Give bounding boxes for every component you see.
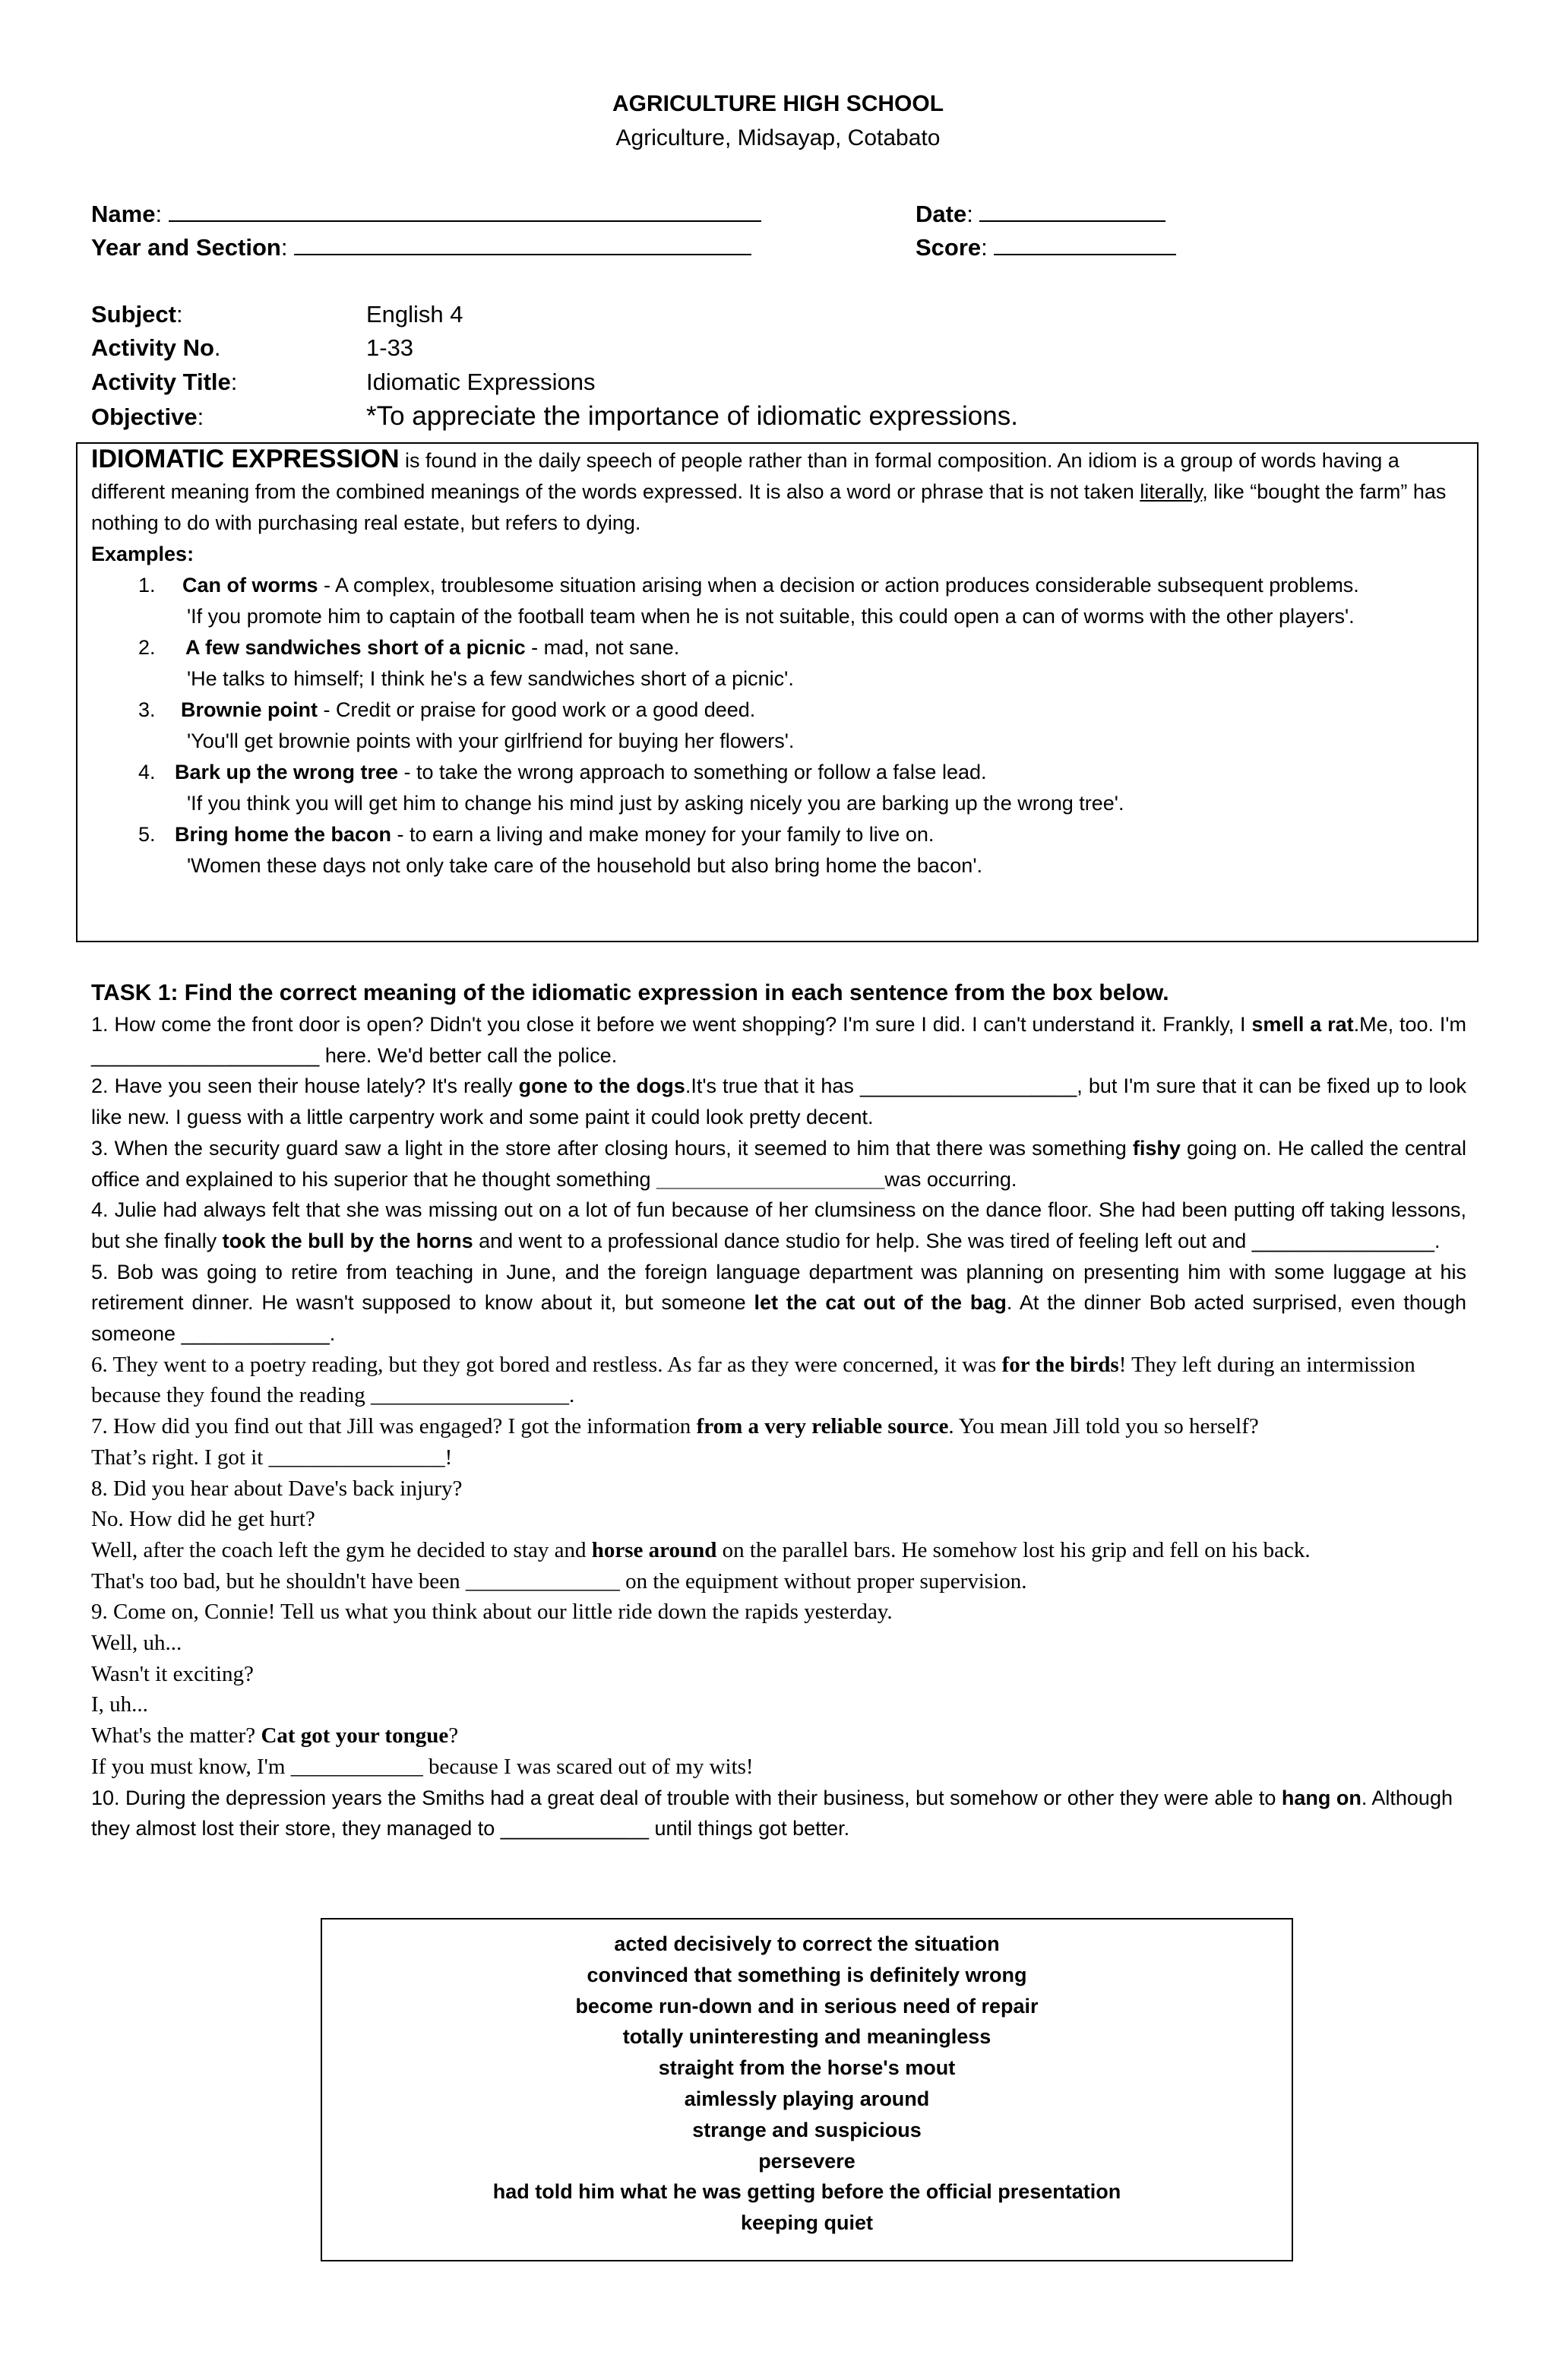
example-item: 4. Bark up the wrong tree - to take the wrong approach to something or follow a false lead. 'If you think you will get him to change his mind just by asking nicely you are barking up the wrong tree'.	[138, 761, 1124, 815]
answer-choice: become run-down and in serious need of repair	[575, 1994, 1039, 2018]
answer-choice: straight from the horse's mout	[658, 2056, 956, 2080]
answer-choice: persevere	[758, 2149, 855, 2173]
question-2: 2. Have you seen their house lately? It's really gone to the dogs.It's true that it has ___________________, but I'm sure that it can be fixed up to look like new. I guess with a little carpentry work and some paint it could look pretty decent.	[91, 1074, 1466, 1129]
answer-choice: keeping quiet	[740, 2211, 874, 2235]
answer-choices-box	[321, 1918, 1293, 2261]
answer-choice: had told him what he was getting before the official presentation	[492, 2180, 1121, 2204]
question-5: 5. Bob was going to retire from teaching in June, and the foreign language department was planning on presenting him with some luggage at his retirement dinner. He wasn't supposed to know about it, but someone let the cat out of the bag. At the dinner Bob acted surprised, even though someone _____________.	[91, 1260, 1466, 1346]
section-field: Year and Section:	[91, 233, 751, 261]
idiom-definition-box	[76, 442, 1479, 942]
question-7: 7. How did you find out that Jill was engaged? I got the information from a very reliable source. You mean Jill told you so herself?	[91, 1414, 1259, 1439]
question-9-line-2: Well, uh...	[91, 1631, 182, 1656]
answer-choice: strange and suspicious	[692, 2118, 922, 2141]
example-item: 5. Bring home the bacon - to earn a living and make money for your family to live on. 'Women these days not only take care of the household but also bring home the bacon'.	[138, 823, 982, 877]
question-8-line-3: Well, after the coach left the gym he decided to stay and horse around on the parallel bars. He somehow lost his grip and fell on his back.	[91, 1537, 1311, 1562]
question-6: 6. They went to a poetry reading, but they got bored and restless. As far as they were concerned, it was for the birds! They left during an intermission because they found the reading __________________.	[91, 1352, 1415, 1408]
answer-choice: aimlessly playing around	[684, 2087, 930, 2110]
answer-choice: acted decisively to correct the situation	[614, 1932, 1000, 1955]
date-line[interactable]	[979, 199, 1165, 222]
score-line[interactable]	[994, 233, 1176, 255]
section-line[interactable]	[294, 233, 751, 255]
question-9-line-4: I, uh...	[91, 1692, 148, 1717]
school-name: AGRICULTURE HIGH SCHOOL	[612, 91, 944, 116]
score-field: Score:	[916, 233, 1176, 261]
example-item: 1. Can of worms - A complex, troublesome situation arising when a decision or action produces considerable subsequent problems. 'If you promote him to captain of the football team when he is not suitable, this could open a can of worms with the other players'.	[138, 574, 1359, 628]
objective-row: Objective: *To appreciate the importance of idiomatic expressions.	[91, 401, 1018, 431]
name-line[interactable]	[169, 199, 761, 222]
question-9: 9. Come on, Connie! Tell us what you think about our little ride down the rapids yesterday.	[91, 1600, 893, 1625]
question-3: 3. When the security guard saw a light in the store after closing hours, it seemed to him that there was something fishy going on. He called the central office and explained to his superior that he thought something ____________________was occurring.	[91, 1136, 1466, 1191]
example-item: 2. A few sandwiches short of a picnic - mad, not sane. 'He talks to himself; I think he's a few sandwiches short of a picnic'.	[138, 636, 794, 690]
subject-row: Subject: English 4	[91, 301, 463, 328]
task-heading: TASK 1: Find the correct meaning of the idiomatic expression in each sentence from the box below.	[91, 980, 1169, 1005]
answer-choice: totally uninteresting and meaningless	[622, 2025, 991, 2049]
idiom-definition: IDIOMATIC EXPRESSION is found in the daily speech of people rather than in formal composition. An idiom is a group of words having a different meaning from the combined meanings of the words expressed. It is also a word or phrase that is not taken literally, like “bought the farm” has nothing to do with purchasing real estate, but refers to dying.	[91, 445, 1447, 534]
activity-title-row: Activity Title: Idiomatic Expressions	[91, 369, 596, 395]
question-8: 8. Did you hear about Dave's back injury?	[91, 1476, 463, 1501]
question-4: 4. Julie had always felt that she was missing out on a lot of fun because of her clumsiness on the dance floor. She had been putting off taking lessons, but she finally took the bull by the horns and went to a professional dance studio for help. She was tired of feeling left out and ________________.	[91, 1198, 1466, 1252]
answer-choice: convinced that something is definitely wrong	[587, 1963, 1027, 1986]
example-item: 3. Brownie point - Credit or praise for good work or a good deed. 'You'll get brownie points with your girlfriend for buying her flowers'.	[138, 698, 795, 752]
question-9-line-6: If you must know, I'm ____________ because I was scared out of my wits!	[91, 1754, 754, 1779]
examples-label: Examples:	[91, 543, 194, 565]
question-9-line-3: Wasn't it exciting?	[91, 1661, 254, 1686]
name-field: Name:	[91, 199, 761, 228]
question-7-answer-line: That’s right. I got it ________________!	[91, 1445, 453, 1470]
question-8-line-2: No. How did he get hurt?	[91, 1507, 315, 1532]
question-8-line-4: That's too bad, but he shouldn't have been ______________ on the equipment without proper supervision.	[91, 1568, 1027, 1594]
question-1: 1. How come the front door is open? Didn't you close it before we went shopping? I'm sure I did. I can't understand it. Frankly, I smell a rat.Me, too. I'm ____________________ here. We'd better call the police.	[91, 1013, 1467, 1067]
question-9-line-5: What's the matter? Cat got your tongue?	[91, 1723, 459, 1749]
question-10: 10. During the depression years the Smiths had a great deal of trouble with their business, but somehow or other they were able to hang on. Although they almost lost their store, they managed to _____________ until things got better.	[91, 1786, 1453, 1840]
task-section	[91, 977, 1466, 1844]
school-address: Agriculture, Midsayap, Cotabato	[615, 125, 941, 150]
activity-no-row: Activity No. 1-33	[91, 334, 414, 361]
date-field: Date:	[916, 199, 1165, 228]
